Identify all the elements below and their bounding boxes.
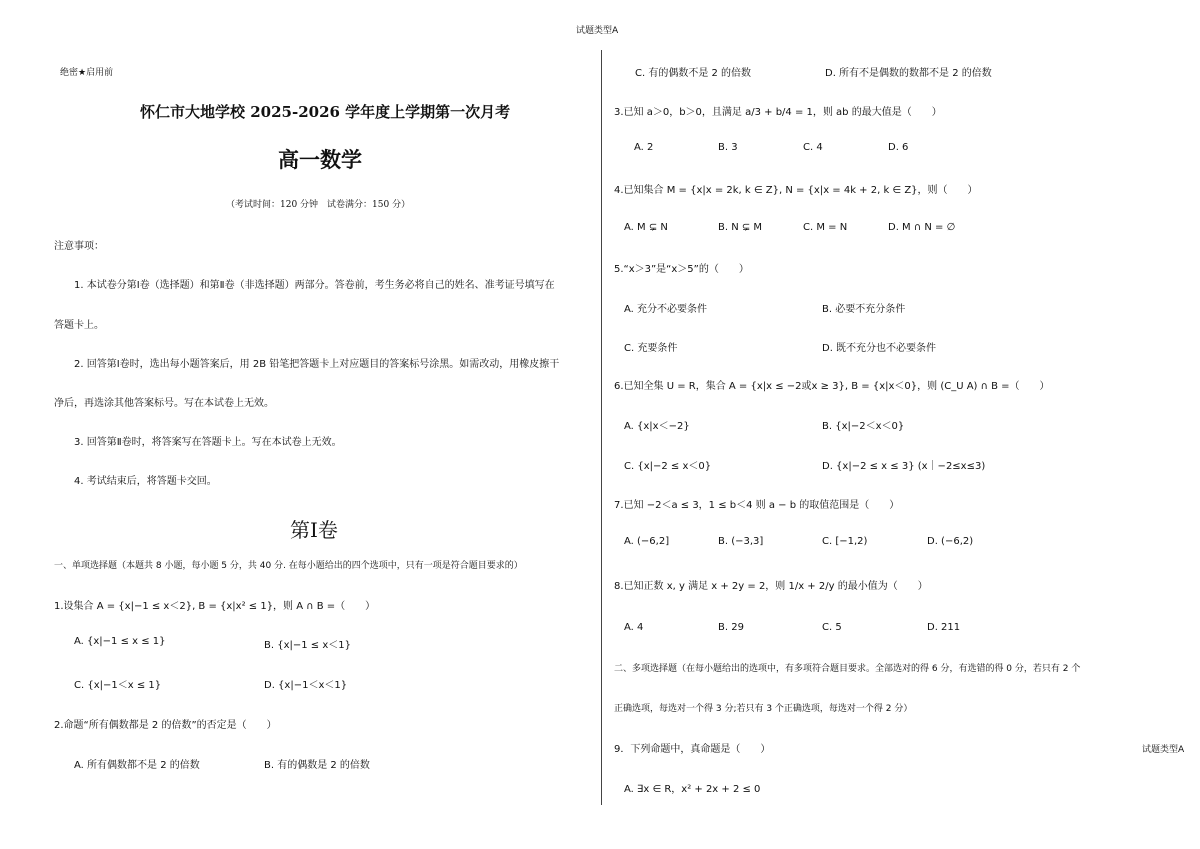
q9-stem: 9．下列命题中，真命题是（ ） — [614, 744, 771, 755]
q1-option-c: C. {x|−1＜x ≤ 1} — [74, 680, 162, 691]
q6-option-c: C. {x|−2 ≤ x＜0} — [624, 461, 712, 472]
q6-option-b: B. {x|−2＜x＜0} — [822, 421, 905, 432]
q5-option-b: B. 必要不充分条件 — [822, 304, 906, 315]
q8-option-b: B. 29 — [718, 622, 744, 633]
notice-heading: 注意事项： — [54, 241, 104, 252]
section1-heading: 一、单项选择题（本题共 8 小题，每小题 5 分，共 40 分. 在每小题给出的四个选项中，只有一项是符合题目要求的） — [54, 561, 523, 571]
notice-line: 2. 回答第Ⅰ卷时，选出每小题答案后，用 2B 铅笔把答题卡上对应题目的答案标号涂黑。如需改动，用橡皮擦干 — [74, 359, 560, 370]
q2-option-d: D. 所有不是偶数的数都不是 2 的倍数 — [825, 68, 992, 79]
q6-option-a: A. {x|x＜−2} — [624, 421, 690, 432]
notice-line: 1. 本试卷分第Ⅰ卷（选择题）和第Ⅱ卷（非选择题）两部分。答卷前，考生务必将自己的姓名、准考证号填写在 — [74, 280, 555, 291]
column-divider — [601, 50, 602, 805]
q3-option-c: C. 4 — [803, 142, 823, 153]
q7-option-a: A. (−6,2] — [624, 536, 670, 547]
q1-option-b: B. {x|−1 ≤ x＜1} — [264, 640, 351, 651]
q4-stem: 4.已知集合 M = {x|x = 2k, k ∈ Z}, N = {x|x = 4k + 2, k ∈ Z}，则（ ） — [614, 185, 978, 196]
exam-subject: 高一数学 — [278, 148, 362, 172]
section2-heading-cont: 正确选项，每选对一个得 3 分;若只有 3 个正确选项，每选对一个得 2 分） — [614, 704, 913, 714]
q2-stem: 2.命题“所有偶数都是 2 的倍数”的否定是（ ） — [54, 720, 277, 731]
q8-option-a: A. 4 — [624, 622, 644, 633]
notice-line: 净后，再选涂其他答案标号。写在本试卷上无效。 — [54, 398, 274, 409]
q5-option-d: D. 既不充分也不必要条件 — [822, 343, 937, 354]
q5-option-a: A. 充分不必要条件 — [624, 304, 708, 315]
section-juan-title: 第Ⅰ卷 — [290, 518, 338, 542]
q2-option-a: A. 所有偶数都不是 2 的倍数 — [74, 760, 200, 771]
section2-heading: 二、多项选择题（在每小题给出的选项中，有多项符合题目要求。全部选对的得 6 分，有选错的得 0 分，若只有 2 个 — [614, 664, 1081, 674]
exam-type-label-right: 试题类型A — [1142, 745, 1185, 755]
q7-option-d: D. (−6,2) — [927, 536, 974, 547]
exam-title: 怀仁市大地学校 2025-2026 学年度上学期第一次月考 — [140, 103, 511, 121]
exam-info: （考试时间：120 分钟 试卷满分：150 分） — [226, 200, 411, 210]
q3-option-b: B. 3 — [718, 142, 738, 153]
q2-option-b: B. 有的偶数是 2 的倍数 — [264, 760, 370, 771]
q9-option-a: A. ∃x ∈ R，x² + 2x + 2 ≤ 0 — [624, 784, 761, 795]
q5-stem: 5.“x＞3”是“x＞5”的（ ） — [614, 264, 749, 275]
q4-option-a: A. M ⊊ N — [624, 222, 668, 233]
q6-stem: 6.已知全集 U = R，集合 A = {x|x ≤ −2或x ≥ 3}, B = {x|x＜0}，则 (C_U A) ∩ B =（ ） — [614, 381, 1050, 392]
notice-line: 4. 考试结束后，将答题卡交回。 — [74, 476, 217, 487]
q3-option-d: D. 6 — [888, 142, 909, 153]
q7-option-b: B. (−3,3] — [718, 536, 764, 547]
exam-type-label-top: 试题类型A — [576, 26, 619, 36]
q3-option-a: A. 2 — [634, 142, 654, 153]
q8-option-c: C. 5 — [822, 622, 842, 633]
q1-stem: 1.设集合 A = {x|−1 ≤ x＜2}, B = {x|x² ≤ 1}，则 A ∩ B =（ ） — [54, 601, 376, 612]
q5-option-c: C. 充要条件 — [624, 343, 678, 354]
q6-option-d: D. {x|−2 ≤ x ≤ 3} (x｜−2≤x≤3) — [822, 461, 986, 472]
q8-stem: 8.已知正数 x, y 满足 x + 2y = 2，则 1/x + 2/y 的最小值为（ ） — [614, 581, 928, 592]
q7-stem: 7.已知 −2＜a ≤ 3，1 ≤ b＜4 则 a − b 的取值范围是（ ） — [614, 500, 900, 511]
q8-option-d: D. 211 — [927, 622, 961, 633]
q1-option-a: A. {x|−1 ≤ x ≤ 1} — [74, 636, 166, 647]
q1-option-d: D. {x|−1＜x＜1} — [264, 680, 348, 691]
secret-mark: 绝密★启用前 — [60, 68, 114, 78]
q4-option-d: D. M ∩ N = ∅ — [888, 222, 956, 233]
q7-option-c: C. [−1,2) — [822, 536, 868, 547]
q4-option-b: B. N ⊊ M — [718, 222, 763, 233]
q3-stem: 3.已知 a＞0，b＞0，且满足 a/3 + b/4 = 1，则 ab 的最大值是（ ） — [614, 107, 942, 118]
notice-line: 答题卡上。 — [54, 320, 104, 331]
q4-option-c: C. M = N — [803, 222, 848, 233]
q2-option-c: C. 有的偶数不是 2 的倍数 — [635, 68, 752, 79]
notice-line: 3. 回答第Ⅱ卷时，将答案写在答题卡上。写在本试卷上无效。 — [74, 437, 342, 448]
